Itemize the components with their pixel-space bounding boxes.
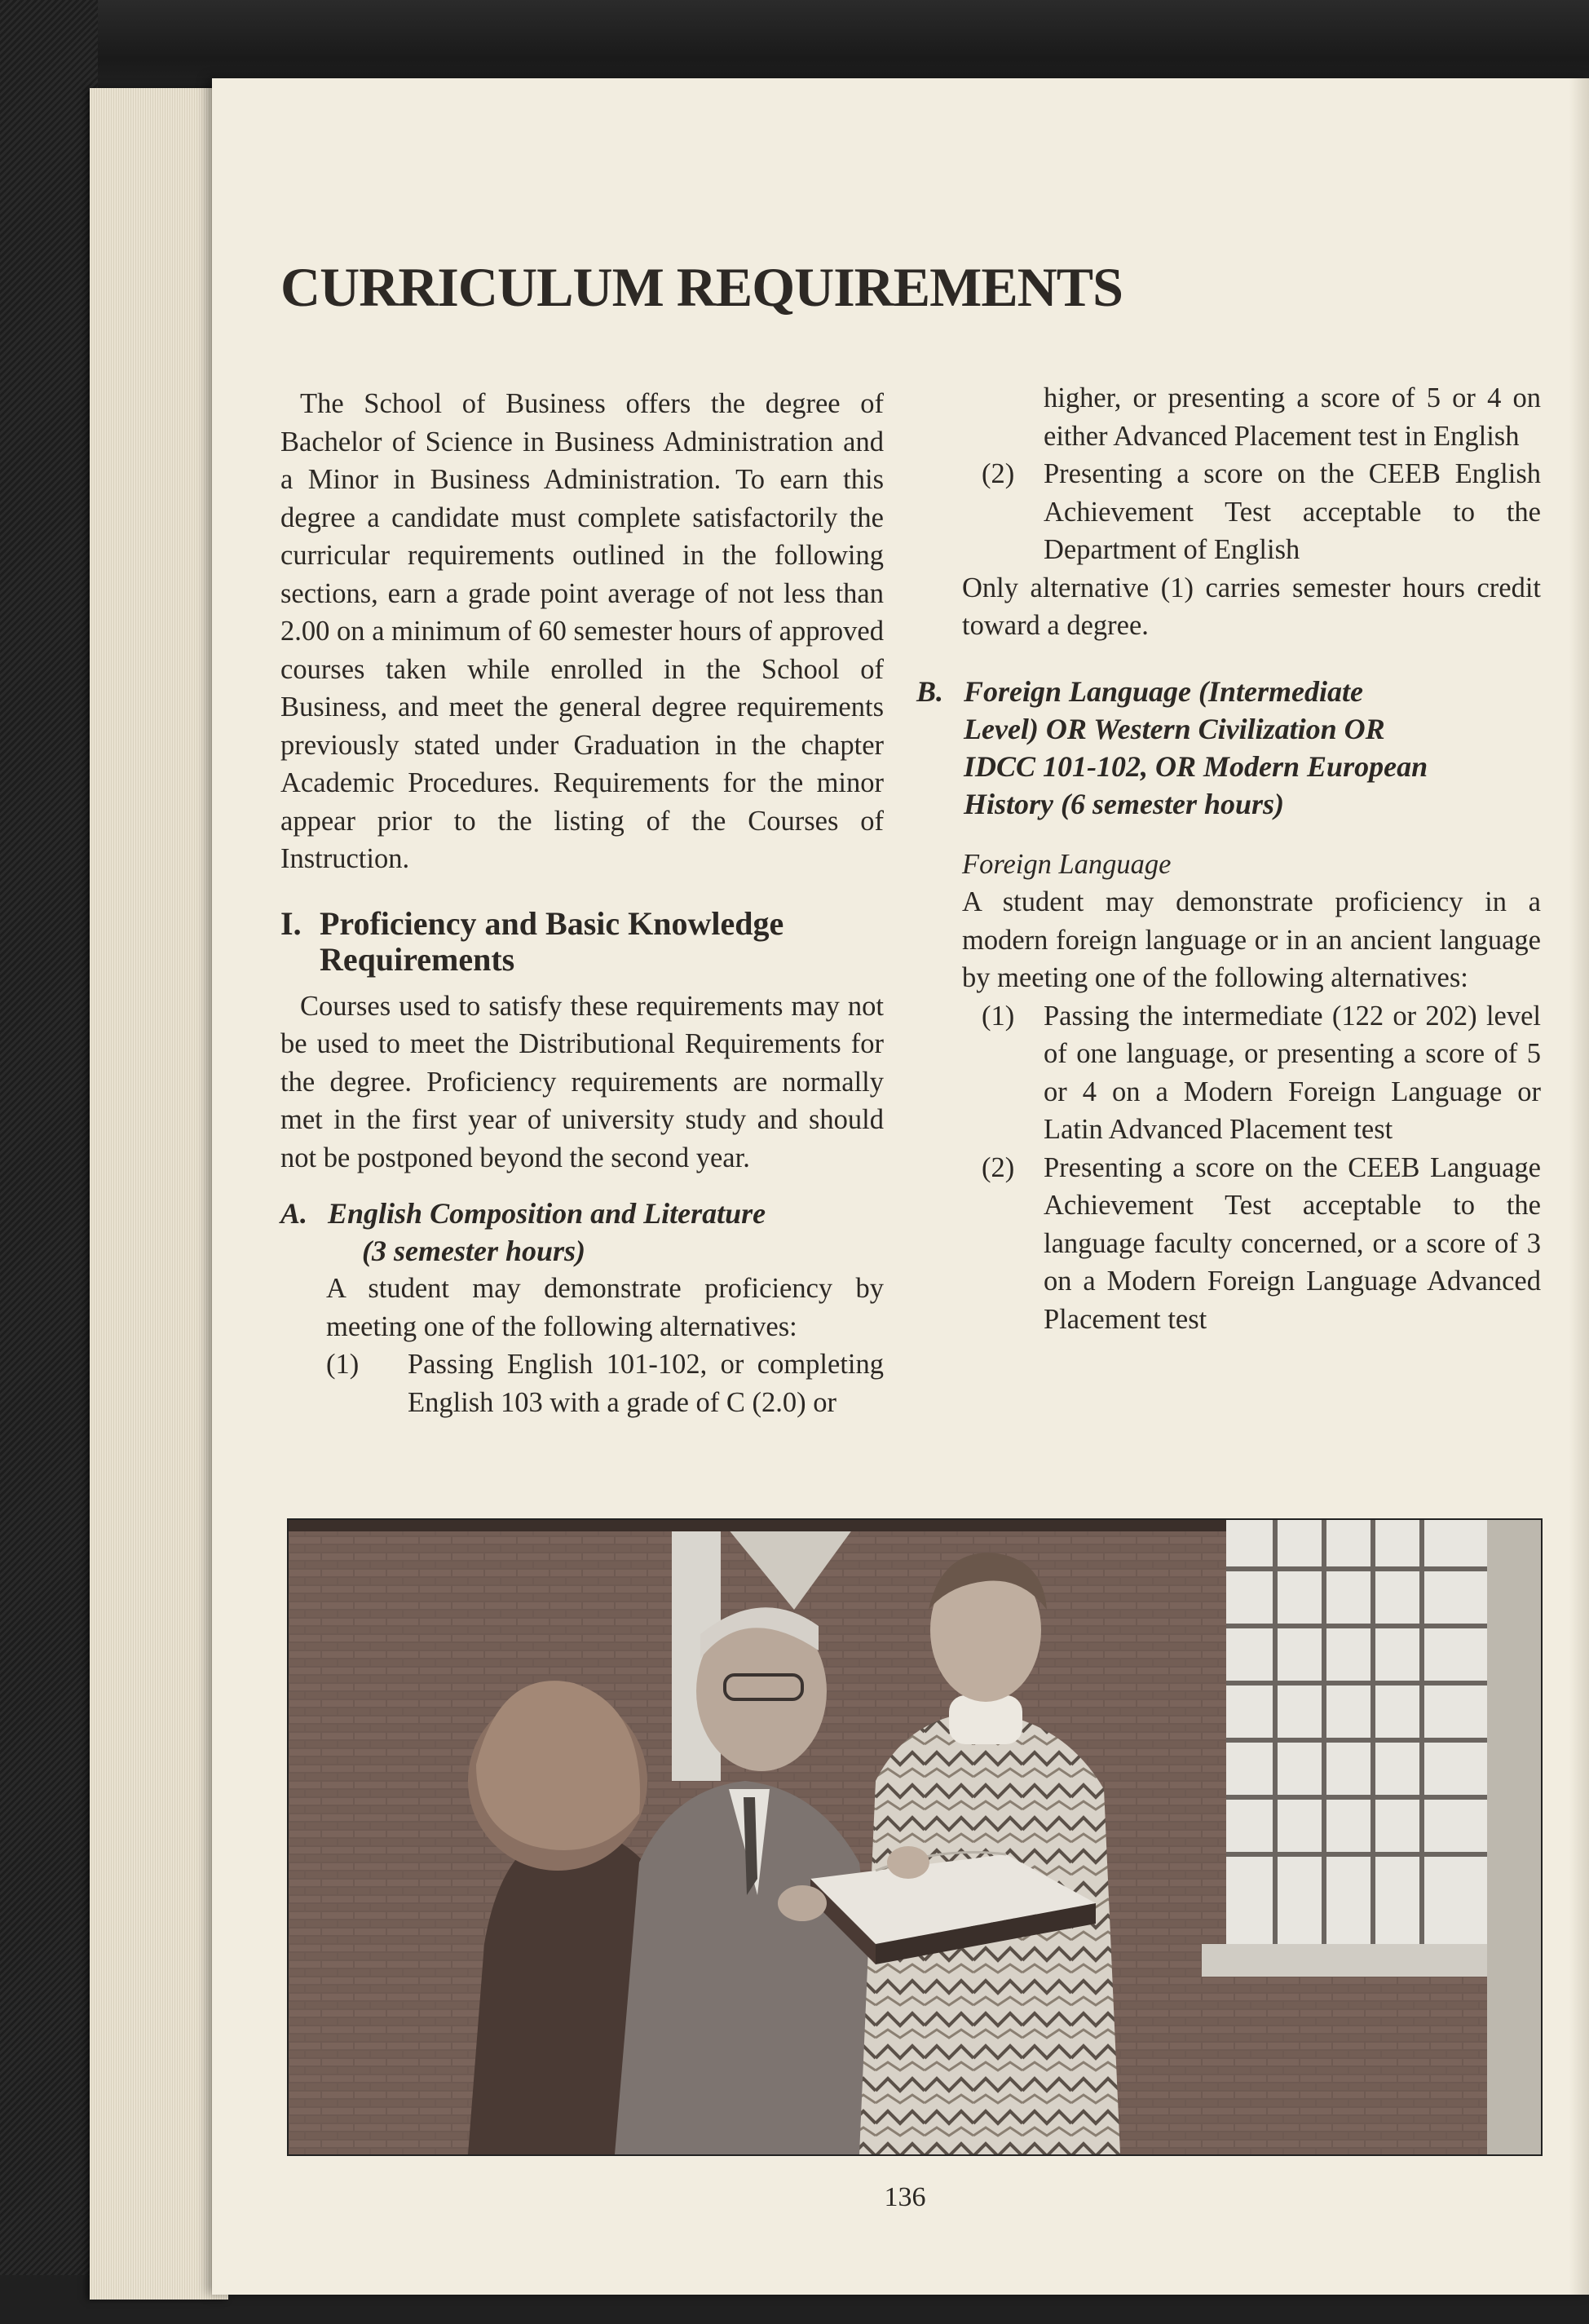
list-item-text: Presenting a score on the CEEB English Achievement Test acceptable to the Department of English bbox=[1044, 458, 1541, 565]
list-item bbox=[962, 455, 1541, 569]
list-item-text: Passing English 101-102, or completing English 103 with a grade of C (2.0) or bbox=[408, 1349, 884, 1418]
subsection-b-title-line-4: History (6 semester hours) bbox=[964, 787, 1285, 820]
section-title-line-1: Proficiency and Basic Knowledge bbox=[320, 904, 784, 942]
list-item bbox=[962, 379, 1541, 455]
left-column bbox=[280, 385, 884, 1421]
list-item bbox=[962, 997, 1541, 1149]
list-item-number: (1) bbox=[982, 1000, 1015, 1032]
only-alternative-note: Only alternative (1) carries semester hours credit toward a degree. bbox=[962, 572, 1541, 641]
subsection-b-title-line-3: IDCC 101-102, OR Modern European bbox=[964, 749, 1428, 783]
list-item-number: (2) bbox=[982, 458, 1015, 489]
section-title-line-2: Requirements bbox=[320, 940, 515, 978]
foreign-language-body: A student may demonstrate proficiency in a modern foreign language or in an ancient language by meeting one of the following alternatives: bbox=[962, 886, 1541, 993]
list-item-text: Presenting a score on the CEEB Language Achievement Test acceptable to the language faculty concerned, or a score of 3 on a Modern Foreign Language Advanced Placement test bbox=[1044, 1151, 1541, 1335]
subsection-a-title-line-2: (3 semester hours) bbox=[362, 1235, 586, 1267]
subsection-b-title-line-1: Foreign Language (Intermediate bbox=[964, 674, 1364, 708]
list-item-text: Passing the intermediate (122 or 202) level of one language, or presenting a score of 5 or 4 on a Modern Foreign Language or Latin Advanced Placement test bbox=[1044, 1000, 1541, 1145]
subsection-heading-b bbox=[916, 673, 1541, 823]
foreign-language-heading: Foreign Language bbox=[962, 848, 1172, 880]
section-heading-proficiency bbox=[280, 906, 884, 978]
list-item bbox=[962, 1149, 1541, 1339]
list-item bbox=[280, 1345, 884, 1421]
subsection-b-title-line-2: Level) OR Western Civilization OR bbox=[964, 712, 1385, 745]
photo-illustration bbox=[289, 1520, 1541, 2154]
list-item-number-spacer bbox=[962, 379, 1044, 455]
subsection-a-body: A student may demonstrate proficiency by meeting one of the following alternatives: bbox=[326, 1273, 884, 1342]
page-number: 136 bbox=[884, 2182, 926, 2212]
page-right-edge bbox=[1569, 78, 1589, 2295]
subsection-heading-a bbox=[280, 1195, 884, 1270]
list-item-number: (2) bbox=[982, 1151, 1015, 1183]
page-title: CURRICULUM REQUIREMENTS bbox=[280, 256, 1123, 318]
intro-paragraph: The School of Business offers the degree of Bachelor of Science in Business Administration and a Minor in Business Administration. To earn this degree a candidate must complete satisfactorily the curricular requirements outlined in the following sections, earn a grade point average of not less than 2.00 on a minimum of 60 semester hours of approved courses taken while enrolled in the School of Business, and meet the general degree requirements previously stated under Graduation in the chapter Academic Procedures. Requirements for the minor appear prior to the listing of the Courses of Instruction. bbox=[280, 388, 884, 874]
list-item-number: (1) bbox=[326, 1349, 360, 1380]
right-column bbox=[916, 379, 1541, 1338]
section-number: I. bbox=[280, 904, 302, 942]
campus-photo bbox=[287, 1518, 1543, 2156]
page-stack-edge bbox=[90, 88, 228, 2300]
binder-spine bbox=[0, 0, 98, 2324]
list-item-continuation: higher, or presenting a score of 5 or 4 on either Advanced Placement test in English bbox=[1044, 382, 1541, 452]
section-body: Courses used to satisfy these requirements may not be used to meet the Distributional Requirements for the degree. Proficiency requirements are normally met in the first year of university study and should not be postponed beyond the second year. bbox=[280, 990, 884, 1173]
subsection-letter-b: B. bbox=[916, 674, 944, 708]
subsection-a-title-line-1: English Composition and Literature bbox=[328, 1197, 766, 1230]
subsection-letter-a: A. bbox=[280, 1197, 308, 1230]
